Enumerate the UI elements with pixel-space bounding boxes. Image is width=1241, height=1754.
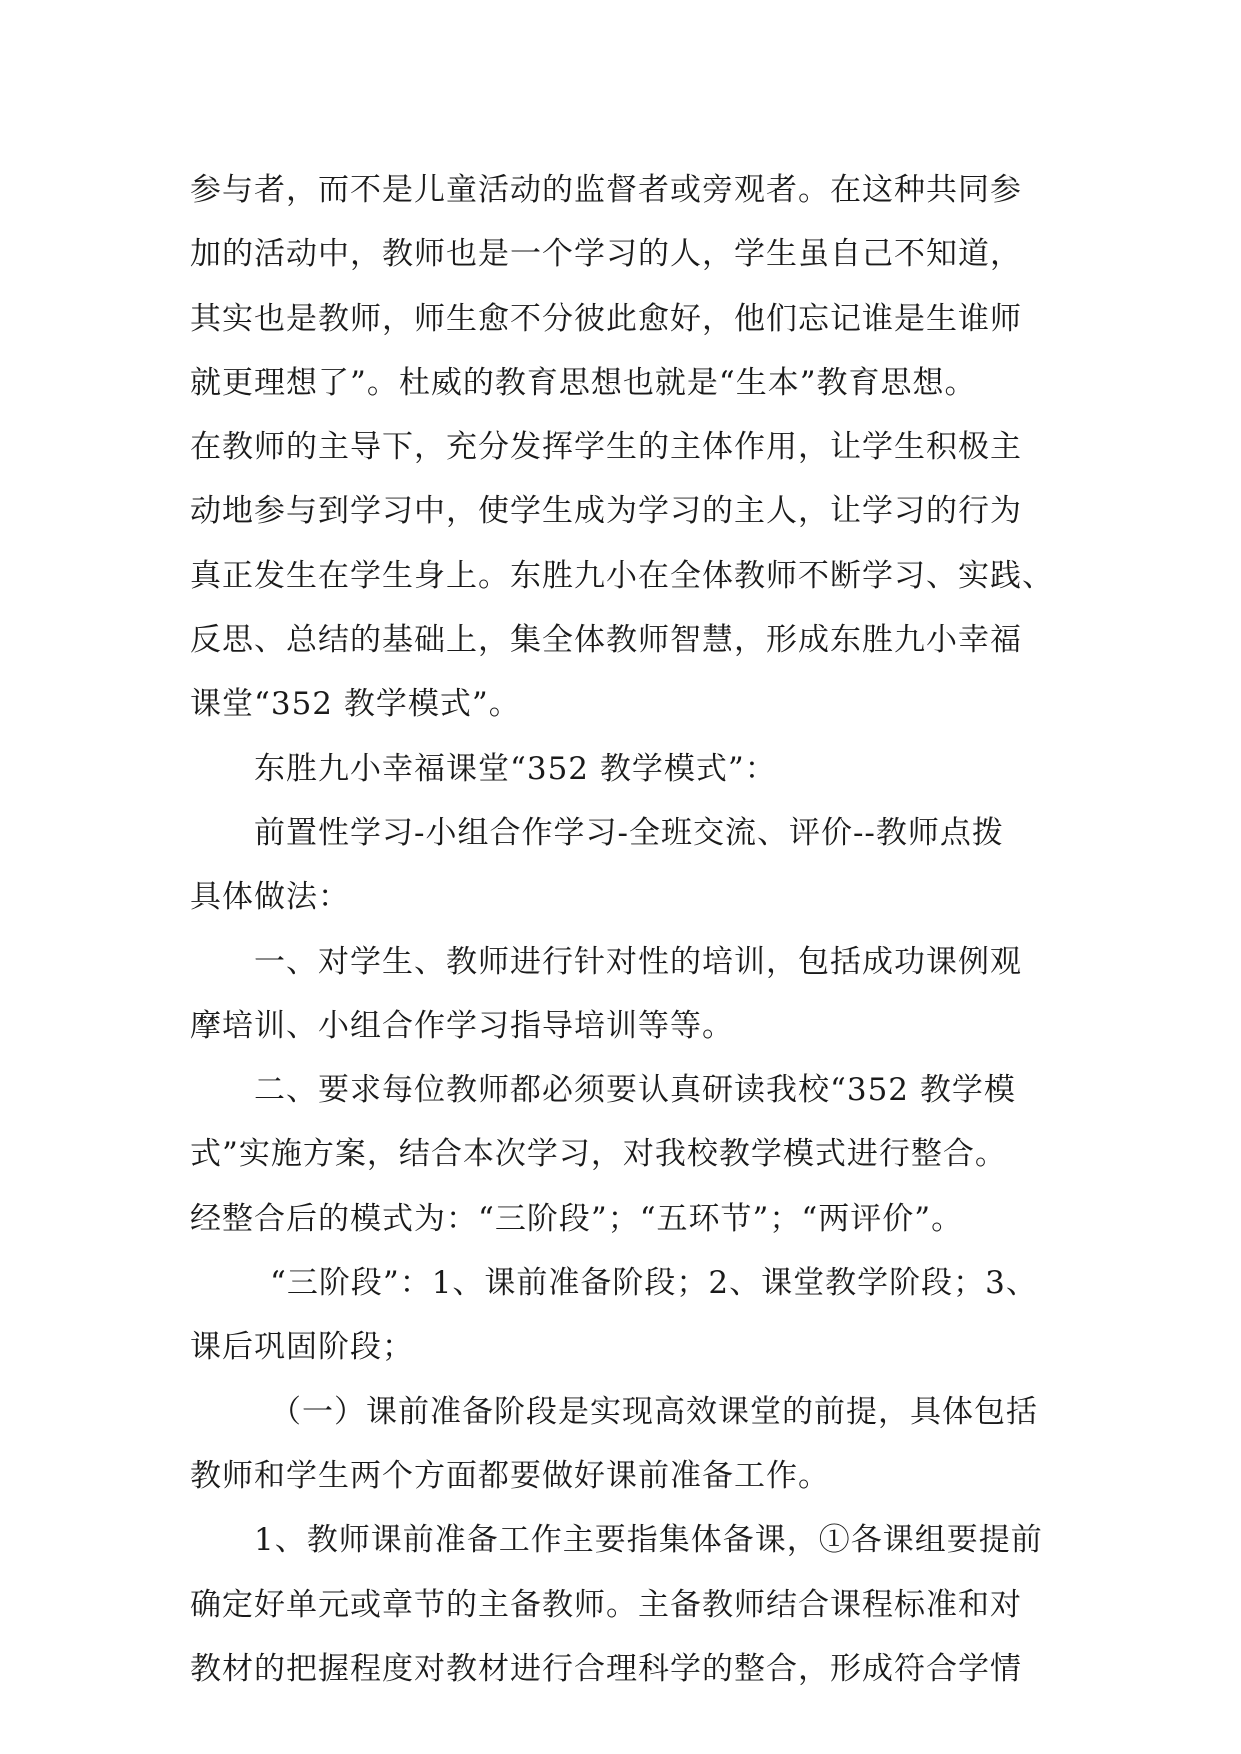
text-line: 东胜九小幸福课堂“352 教学模式”：	[254, 750, 777, 787]
text-line: 经整合后的模式为：“三阶段”；“五环节”；“两评价”。	[190, 1200, 964, 1237]
body-text	[190, 158, 1070, 1701]
text-line: 真正发生在学生身上。东胜九小在全体教师不断学习、实践、	[190, 557, 1054, 594]
text-line: 参与者，而不是儿童活动的监督者或旁观者。在这种共同参	[190, 172, 1022, 208]
text-line: 教材的把握程度对教材进行合理科学的整合，形成符合学情	[190, 1650, 1022, 1687]
text-line: 教师和学生两个方面都要做好课前准备工作。	[190, 1457, 830, 1494]
text-line: 其实也是教师，师生愈不分彼此愈好，他们忘记谁是生谁师	[190, 300, 1022, 337]
text-line: 就更理想了”。杜威的教育思想也就是“生本”教育思想。	[190, 364, 977, 401]
text-line: 在教师的主导下，充分发挥学生的主体作用，让学生积极主	[190, 429, 1022, 466]
text-line: 摩培训、小组合作学习指导培训等等。	[190, 1007, 734, 1044]
text-line: 1、教师课前准备工作主要指集体备课，①各课组要提前	[254, 1522, 1043, 1559]
text-line: 确定好单元或章节的主备教师。主备教师结合课程标准和对	[190, 1586, 1022, 1623]
text-line: 课后巩固阶段；	[190, 1329, 414, 1366]
text-line: 前置性学习-小组合作学习-全班交流、评价--教师点拨	[254, 814, 1004, 851]
text-line: 加的活动中，教师也是一个学习的人，学生虽自己不知道，	[190, 236, 1022, 273]
text-line: 反思、总结的基础上，集全体教师智慧，形成东胜九小幸福	[190, 622, 1022, 659]
text-line: 一、对学生、教师进行针对性的培训，包括成功课例观	[254, 943, 1022, 980]
text-line: 二、要求每位教师都必须要认真研读我校“352 教学模	[254, 1072, 1016, 1109]
text-line: 具体做法：	[190, 879, 350, 916]
text-line: “三阶段”：1、课前准备阶段；2、课堂教学阶段；3、	[270, 1265, 1038, 1302]
text-line: 式”实施方案，结合本次学习，对我校教学模式进行整合。	[190, 1136, 1007, 1173]
text-line: （一）课前准备阶段是实现高效课堂的前提，具体包括	[270, 1393, 1038, 1430]
text-line: 动地参与到学习中，使学生成为学习的主人，让学习的行为	[190, 493, 1022, 530]
text-line: 课堂“352 教学模式”。	[190, 686, 521, 723]
